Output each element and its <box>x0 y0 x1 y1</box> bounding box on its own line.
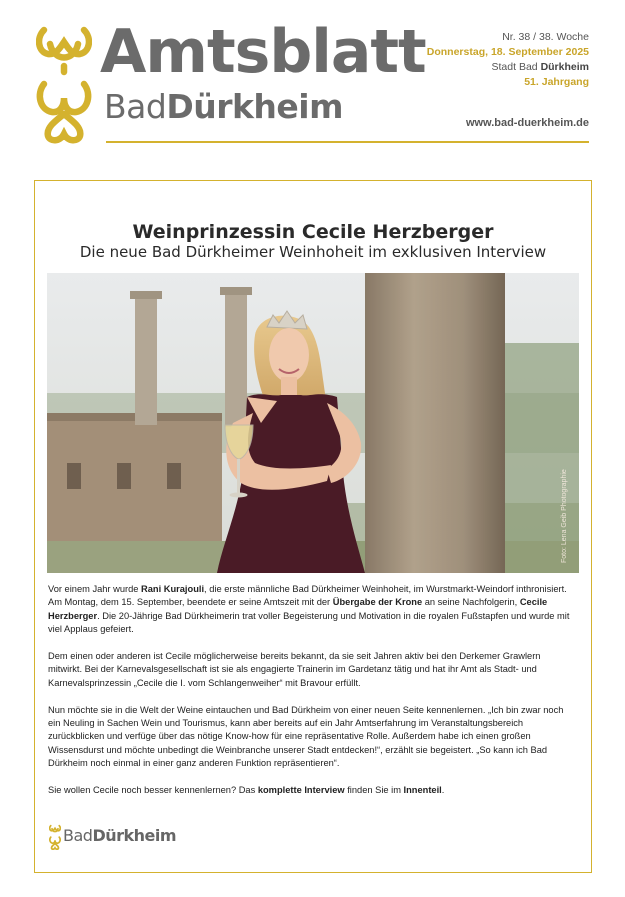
masthead-subtitle-light: Bad <box>104 87 167 126</box>
bold-run: Innenteil <box>403 785 442 796</box>
article-paragraph: Dem einen oder anderen ist Cecile möglicherweise bereits bekannt, da sie seit Jahren aktiv bei den Derkemer Grawlern mitwirkt. Bei der Karnevalsgesellschaft ist sie als engagierte Trainerin im Gardetanz tätig und hat ihr Amt als Stadt- und Karnevalsprinzessin „Cecile die I. vom Schlangenweiher“ mit Bravour erfüllt. <box>48 651 541 688</box>
footer-logo-light: Bad <box>63 826 93 845</box>
article-paragraph <box>48 784 577 797</box>
photo-credit <box>561 423 573 563</box>
article-paragraph: Nun möchte sie in die Welt der Weine eintauchen und Bad Dürkheim von einer neuen Seite kennenlernen. „Ich bin zwar noch ein Neuling in Sachen Wein und Tourismus, kann aber bereits auf ein Jahr Amtserfahrung im Veranstaltungsbereich zurückblicken und verfüge über das nötige Know-how für eine repräsentative Rolle. Außerdem habe ich einen großen Wissensdurst und möchte unbedingt die Weinbranche unserer Stadt entdecken!“, erzählt sie begeistert. „So kann ich Bad Dürkheim noch einmal in einer ganz anderen Funktion repräsentieren“. <box>48 704 564 769</box>
issue-meta <box>427 30 589 90</box>
text-run: . Die 20-Jährige Bad Dürkheimerin trat voller Begeisterung und Motivation in die royalen Fußstapfen und wurde mit viel Applaus gefeiert. <box>48 610 570 635</box>
website-link[interactable]: www.bad-duerkheim.de <box>465 117 589 129</box>
city-logo-small-icon <box>49 824 61 850</box>
footer-logo-text <box>63 826 176 845</box>
article-body <box>48 583 577 811</box>
masthead-subtitle <box>104 87 343 126</box>
city-logo-icon <box>36 22 92 144</box>
bold-run: komplette Interview <box>257 785 345 796</box>
issue-town-prefix: Stadt Bad <box>491 61 541 73</box>
issue-date: Donnerstag, 18. September 2025 <box>426 46 589 58</box>
article-headline: Weinprinzessin Cecile Herzberger <box>132 221 494 243</box>
article-photo <box>47 273 579 573</box>
footer-logo <box>49 824 179 850</box>
issue-year: 51. Jahrgang <box>524 76 589 88</box>
photo-credit-text: Foto: Lena Geib Photographie <box>561 469 568 563</box>
header-divider <box>106 141 589 143</box>
footer-logo-bold: Dürkheim <box>92 826 177 845</box>
text-run: finden Sie im <box>344 785 404 796</box>
issue-town <box>427 60 589 75</box>
bold-run: Übergabe der Krone <box>332 597 423 608</box>
bold-run: Cecile Herzberger <box>48 597 548 621</box>
text-run: Vor einem Jahr wurde <box>48 584 142 594</box>
text-run: . <box>441 785 445 796</box>
issue-number: Nr. 38 / 38. Woche <box>502 31 589 43</box>
issue-town-bold: Dürkheim <box>540 61 589 73</box>
text-run: , die erste männliche Bad Dürkheimer Weinhoheit, im Wurstmarkt-Weindorf inthronisiert. Am Montag, dem 15. September, beendete er seine Amtszeit mit der <box>48 584 567 608</box>
text-run: Sie wollen Cecile noch besser kennenlernen? Das <box>48 785 258 796</box>
cover-article <box>34 180 592 873</box>
masthead-title: Amtsblatt <box>100 17 426 87</box>
text-run: an seine Nachfolgerin, <box>422 597 520 608</box>
article-paragraph <box>48 583 577 637</box>
masthead-subtitle-bold: Dürkheim <box>166 87 343 126</box>
article-subheadline: Die neue Bad Dürkheimer Weinhoheit im exklusiven Interview <box>79 243 547 261</box>
bold-run: Rani Kurajouli <box>141 584 205 594</box>
